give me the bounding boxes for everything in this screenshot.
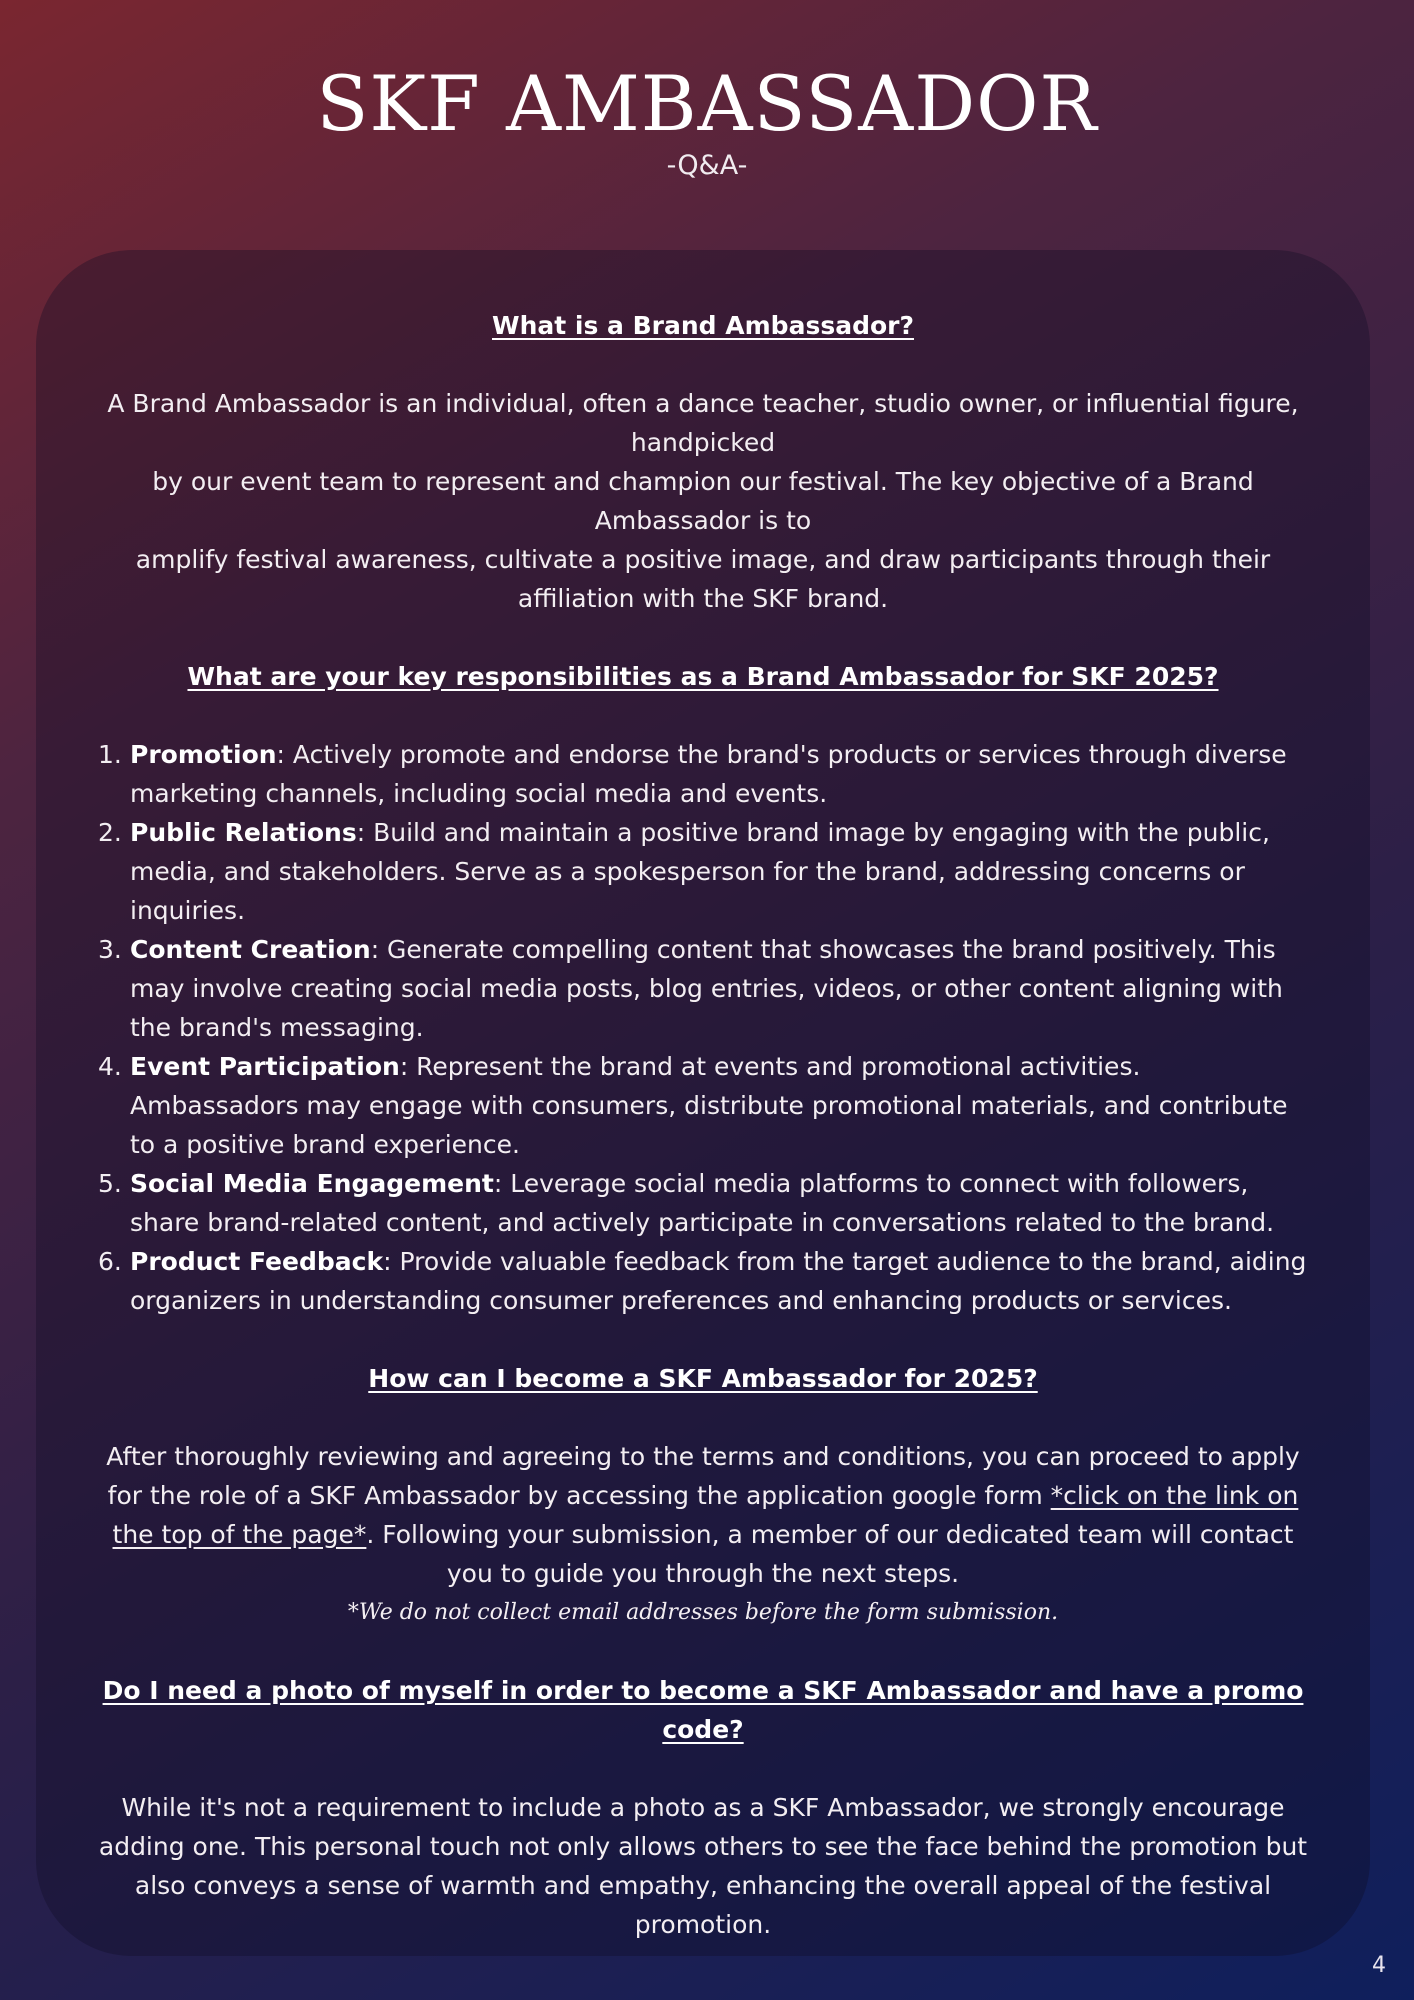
responsibilities-list: [86, 735, 1320, 1320]
email-note: *We do not collect email addresses before the form submission.: [347, 1600, 1059, 1625]
list-text: : Leverage social media platforms to connect with followers, share brand-related content, and actively participate in conversations related to the brand.: [130, 1169, 1275, 1237]
heading-what-is: What is a Brand Ambassador?: [492, 311, 914, 340]
what-is-line: by our event team to represent and champion our festival. The key objective of a Brand Ambassador is to: [152, 467, 1254, 535]
page-header: [0, 59, 1414, 181]
page-title: SKF AMBASSADOR: [316, 59, 1098, 148]
spacer: [86, 618, 1320, 657]
list-number: 2.: [98, 818, 122, 847]
list-item: [86, 735, 1320, 813]
photo-paragraph: While it's not a requirement to include a photo as a SKF Ambassador, we strongly encourage adding one. This personal touch not only allows others to see the face behind the promotion but also conveys a sense of warmth and empathy, enhancing the overall appeal of the festival promotion.: [98, 1793, 1308, 1939]
become-text-after: . Following your submission, a member of our dedicated team will contact you to guide you through the next steps.: [366, 1520, 1294, 1588]
form-link[interactable]: *click on the link on the top of the page*: [112, 1481, 1299, 1549]
list-text: : Build and maintain a positive brand image by engaging with the public, media, and stakeholders. Serve as a spokesperson for the brand, addressing concerns or inquiries.: [130, 818, 1270, 925]
spacer: [86, 345, 1320, 384]
list-number: 3.: [98, 935, 122, 964]
page-subtitle: -Q&A-: [666, 149, 748, 181]
list-item: [86, 1164, 1320, 1242]
list-number: 1.: [98, 740, 122, 769]
list-term: Social Media Engagement: [130, 1169, 494, 1198]
list-number: 5.: [98, 1169, 122, 1198]
list-item: [86, 813, 1320, 930]
list-text: : Provide valuable feedback from the target audience to the brand, aiding organizers in understanding consumer preferences and enhancing products or services.: [130, 1247, 1307, 1315]
heading-become: How can I become a SKF Ambassador for 2025?: [368, 1364, 1038, 1393]
heading-responsibilities: What are your key responsibilities as a Brand Ambassador for SKF 2025?: [187, 662, 1219, 691]
list-term: Content Creation: [130, 935, 371, 964]
become-paragraph: [86, 1437, 1320, 1593]
list-term: Public Relations: [130, 818, 357, 847]
what-is-line: amplify festival awareness, cultivate a positive image, and draw participants through their affiliation with the SKF brand.: [135, 545, 1271, 613]
list-text: : Actively promote and endorse the brand's products or services through diverse marketing channels, including social media and events.: [130, 740, 1287, 808]
become-text-before: After thoroughly reviewing and agreeing to the terms and conditions, you can proceed to apply for the role of a SKF Ambassador by accessing the application google form: [106, 1442, 1300, 1510]
what-is-line: A Brand Ambassador is an individual, often a dance teacher, studio owner, or influential figure, handpicked: [107, 389, 1299, 457]
list-term: Product Feedback: [130, 1247, 384, 1276]
spacer: [86, 1632, 1320, 1671]
list-term: Event Participation: [130, 1052, 400, 1081]
page-number: 4: [1372, 1953, 1386, 1978]
heading-photo: Do I need a photo of myself in order to become a SKF Ambassador and have a promo code?: [102, 1676, 1304, 1744]
list-item: [86, 1047, 1320, 1164]
spacer: [86, 1749, 1320, 1788]
qa-card: [36, 250, 1370, 1956]
spacer: [86, 1398, 1320, 1437]
list-term: Promotion: [130, 740, 277, 769]
list-text: : Represent the brand at events and promotional activities. Ambassadors may engage with consumers, distribute promotional materials, and contribute to a positive brand experience.: [130, 1052, 1288, 1159]
spacer: [86, 696, 1320, 735]
list-item: [86, 1242, 1320, 1320]
list-text: : Generate compelling content that showcases the brand positively. This may involve creating social media posts, blog entries, videos, or other content aligning with the brand's messaging.: [130, 935, 1283, 1042]
list-number: 6.: [98, 1247, 122, 1276]
list-item: [86, 930, 1320, 1047]
spacer: [86, 1320, 1320, 1359]
list-number: 4.: [98, 1052, 122, 1081]
